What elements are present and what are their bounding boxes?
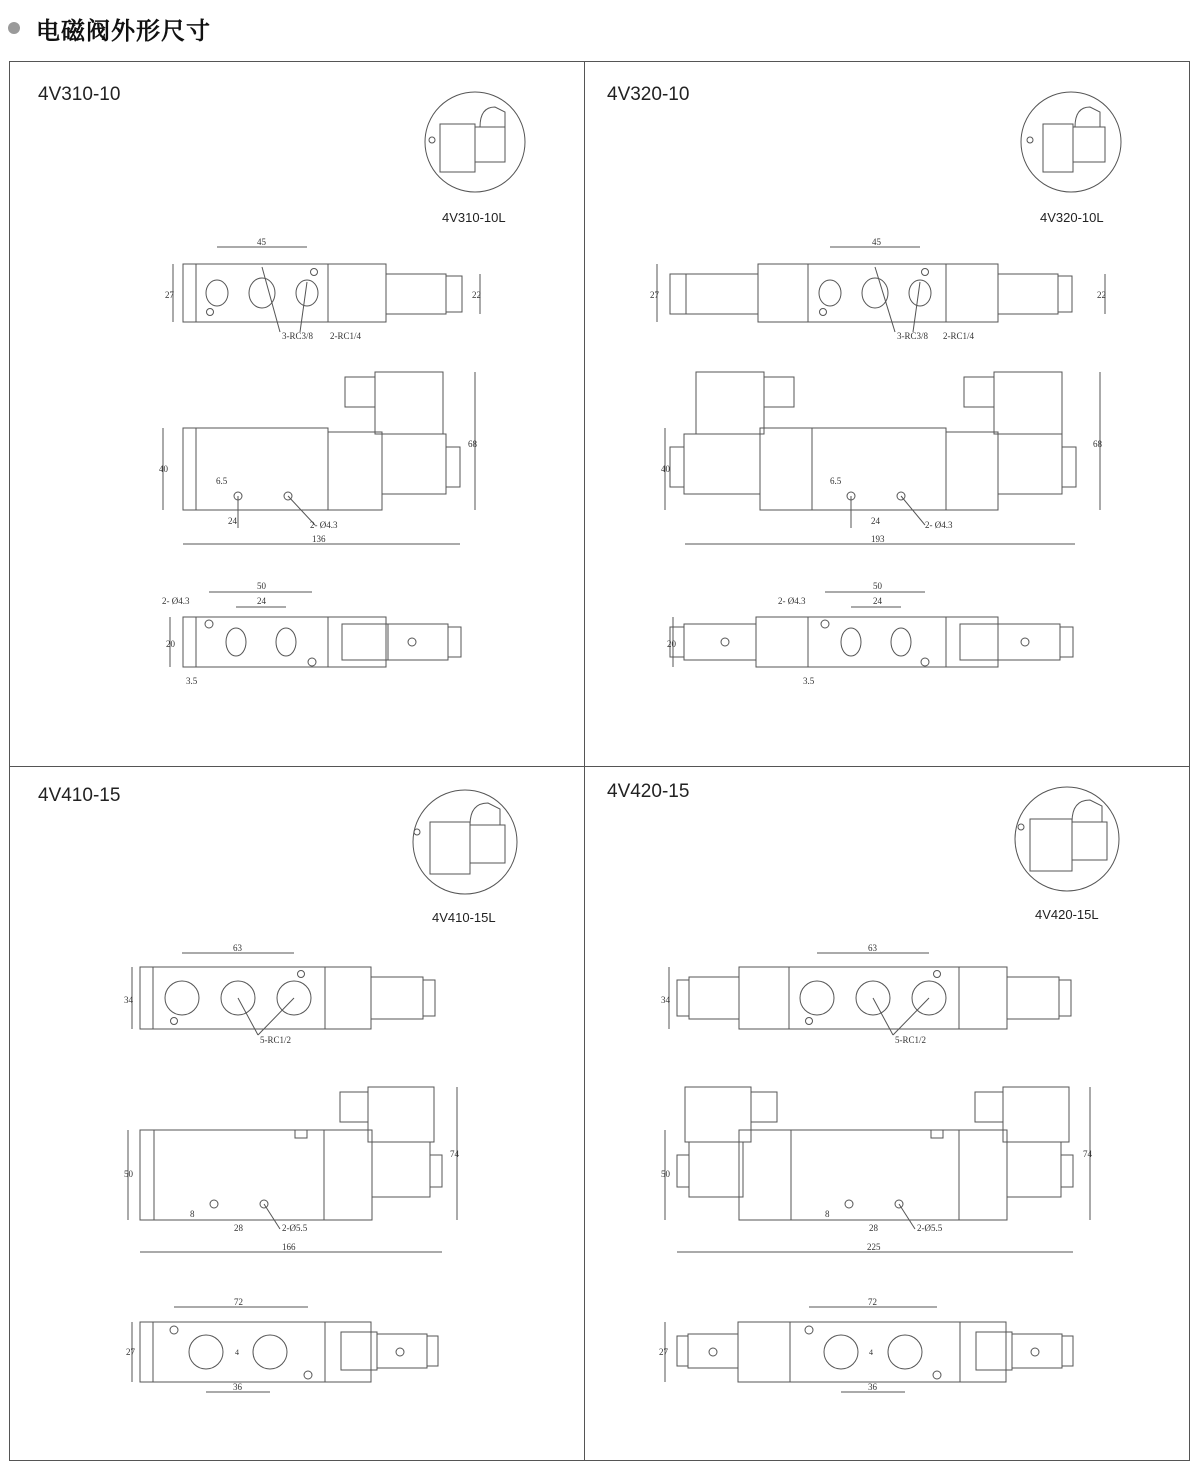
bottom-hole-dim: 2- Ø4.3 xyxy=(162,596,190,606)
bottom-gap-dim: 4 xyxy=(235,1348,239,1357)
offset-dim: 6.5 xyxy=(830,476,842,486)
hole-dim: 2-Ø5.5 xyxy=(282,1223,308,1233)
top-view xyxy=(132,953,435,1035)
pitch-dim: 24 xyxy=(871,516,880,526)
top-height-dim: 34 xyxy=(124,995,133,1005)
port-label: 5-RC1/2 xyxy=(260,1035,292,1045)
side-height-dim: 50 xyxy=(661,1169,670,1179)
bottom-view xyxy=(670,592,1073,667)
model-title: 4V320-10 xyxy=(607,84,690,105)
bottom-pitch-dim: 24 xyxy=(873,596,882,606)
top-width-dim: 63 xyxy=(868,943,877,953)
side-height-dim: 40 xyxy=(159,464,168,474)
variant-label: 4V310-10L xyxy=(442,210,506,225)
hole-dim: 2-Ø5.5 xyxy=(917,1223,943,1233)
panel-4v420 xyxy=(585,767,1160,1467)
model-title: 4V410-15 xyxy=(38,785,121,806)
bottom-height-dim: 20 xyxy=(166,639,175,649)
bottom-height-dim: 20 xyxy=(667,639,676,649)
top-view xyxy=(173,247,480,332)
top-height-dim: 27 xyxy=(650,290,659,300)
top-view xyxy=(657,247,1105,332)
drawing-4v420 xyxy=(585,767,1160,1467)
page-title: 电磁阀外形尺寸 xyxy=(36,16,211,45)
page-header xyxy=(8,10,211,46)
hole-dim: 2- Ø4.3 xyxy=(925,520,953,530)
offset-dim: 8 xyxy=(825,1209,830,1219)
length-dim: 225 xyxy=(867,1242,881,1252)
side-height-dim: 40 xyxy=(661,464,670,474)
bottom-hole-dim: 2- Ø4.3 xyxy=(778,596,806,606)
port-b-label: 2-RC1/4 xyxy=(943,331,975,341)
bottom-gap-dim: 4 xyxy=(869,1348,873,1357)
right-height-dim: 22 xyxy=(1097,290,1106,300)
bottom-view xyxy=(170,592,461,667)
panel-4v410 xyxy=(10,767,585,1467)
pitch-dim: 28 xyxy=(234,1223,243,1233)
bottom-span-dim: 72 xyxy=(868,1297,877,1307)
variant-label: 4V410-15L xyxy=(432,910,496,925)
drawing-4v410 xyxy=(10,767,585,1467)
side-view xyxy=(163,372,475,544)
variant-label: 4V320-10L xyxy=(1040,210,1104,225)
bottom-pitch-dim: 36 xyxy=(233,1382,242,1392)
length-dim: 136 xyxy=(312,534,326,544)
bullet-icon xyxy=(8,22,20,34)
coil-detail-circle xyxy=(425,92,525,192)
bottom-span-dim: 72 xyxy=(234,1297,243,1307)
coil-detail-circle xyxy=(1015,787,1119,891)
top-width-dim: 45 xyxy=(872,237,881,247)
coil-detail-circle xyxy=(1021,92,1121,192)
bottom-edge-dim: 3.5 xyxy=(186,676,198,686)
panel-4v310 xyxy=(10,62,585,762)
top-height-dim: 34 xyxy=(661,995,670,1005)
bottom-pitch-dim: 24 xyxy=(257,596,266,606)
model-title: 4V420-15 xyxy=(607,781,690,802)
port-label: 5-RC1/2 xyxy=(895,1035,927,1045)
top-width-dim: 45 xyxy=(257,237,266,247)
port-a-label: 3-RC3/8 xyxy=(282,331,314,341)
hole-dim: 2- Ø4.3 xyxy=(310,520,338,530)
pitch-dim: 28 xyxy=(869,1223,878,1233)
bottom-span-dim: 50 xyxy=(873,581,882,591)
bottom-height-dim: 27 xyxy=(126,1347,135,1357)
bottom-pitch-dim: 36 xyxy=(868,1382,877,1392)
variant-label: 4V420-15L xyxy=(1035,907,1099,922)
right-height-dim: 22 xyxy=(472,290,481,300)
pitch-dim: 24 xyxy=(228,516,237,526)
total-height-dim: 68 xyxy=(468,439,477,449)
drawing-4v310 xyxy=(10,62,585,762)
length-dim: 166 xyxy=(282,1242,296,1252)
bottom-height-dim: 27 xyxy=(659,1347,668,1357)
drawing-4v320 xyxy=(585,62,1160,762)
offset-dim: 6.5 xyxy=(216,476,228,486)
bottom-span-dim: 50 xyxy=(257,581,266,591)
bottom-edge-dim: 3.5 xyxy=(803,676,815,686)
top-height-dim: 27 xyxy=(165,290,174,300)
side-view xyxy=(665,372,1100,544)
top-view xyxy=(669,953,1071,1035)
top-width-dim: 63 xyxy=(233,943,242,953)
port-a-label: 3-RC3/8 xyxy=(897,331,929,341)
total-height-dim: 74 xyxy=(1083,1149,1092,1159)
offset-dim: 8 xyxy=(190,1209,195,1219)
total-height-dim: 68 xyxy=(1093,439,1102,449)
total-height-dim: 74 xyxy=(450,1149,459,1159)
side-height-dim: 50 xyxy=(124,1169,133,1179)
length-dim: 193 xyxy=(871,534,885,544)
coil-detail-circle xyxy=(413,790,517,894)
bottom-view xyxy=(132,1307,438,1392)
panel-4v320 xyxy=(585,62,1160,762)
port-b-label: 2-RC1/4 xyxy=(330,331,362,341)
model-title: 4V310-10 xyxy=(38,84,121,105)
